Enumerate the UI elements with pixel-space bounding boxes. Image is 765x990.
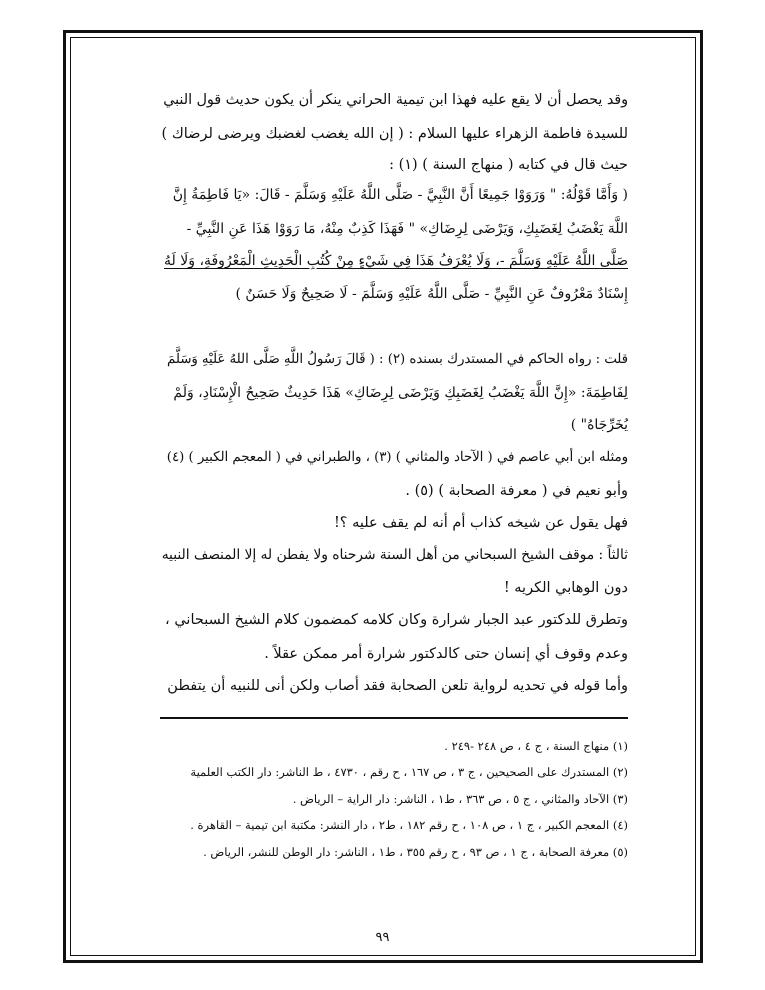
paragraph-line: وقد يحصل أن لا يقع عليه فهذا ابن تيمية الحراني ينكر أن يكون حديث قول النبي xyxy=(163,92,628,108)
footnote: (٥) معرفة الصحابة ، ج ١ ، ص ٩٣ ، ح رقم ٣٥٥ ، ط١ ، الناشر: دار الوطن للنشر، الرياض . xyxy=(203,845,628,859)
footnote: (٢) المستدرك على الصحيحين ، ج ٣ ، ص ١٦٧ ، ح رقم ، ٤٧٣٠ ، ط الناشر: دار الكتب العلمية xyxy=(190,765,628,779)
footnote: (١) منهاج السنة ، ج ٤ ، ص ٢٤٨ -٢٤٩ . xyxy=(444,739,628,753)
quote-line: إِسْنَادٌ مَعْرُوفٌ عَنِ النَّبِيِّ - صَلَّى اللَّهُ عَلَيْهِ وَسَلَّمَ - لَا صَحِيحٌ وَلَا حَسَنٌ ) xyxy=(235,286,628,302)
quote-line: لِفَاطِمَةَ: «إِنَّ اللَّهَ يَغْضَبُ لِغَضَبِكِ وَيَرْضَى لِرِضَاكِ» هَذَا حَدِيثٌ صَحِيحُ الْإِسْنَادِ، وَلَمْ xyxy=(173,385,628,401)
footnote: (٣) الآحاد والمثاني ، ج ٥ ، ص ٣٦٣ ، ط١ ، الناشر: دار الراية – الرياض . xyxy=(292,792,628,806)
footnote: (٤) المعجم الكبير ، ج ١ ، ص ١٠٨ ، ح رقم ١٨٢ ، ط٢ ، دار النشر: مكتبة ابن تيمية – القاهرة . xyxy=(190,818,628,832)
page-number: ٩٩ xyxy=(375,930,390,945)
paragraph-line: وأما قوله في تحديه لرواية تلعن الصحابة فقد أصاب ولكن أنى للنبيه أن يتفطن xyxy=(167,678,628,694)
paragraph-line: ومثله ابن أبي عاصم في ( الآحاد والمثاني ) (٣) ، والطبراني في ( المعجم الكبير ) (٤) xyxy=(166,450,628,465)
paragraph-line: ثالثاً : موقف الشيخ السبحاني من أهل السنة شرحناه ولا يفطن له إلا المنصف النبيه xyxy=(161,547,628,563)
quote-line: يُخَرِّجَاهُ" ) xyxy=(570,417,628,433)
paragraph-line: وتطرق للدكتور عبد الجبار شرارة وكان كلامه كمضمون كلام الشيخ السبحاني ، xyxy=(165,612,628,628)
paragraph-line: للسيدة فاطمة الزهراء عليها السلام : ( إن الله يغضب لغضبك ويرضى لرضاك ) xyxy=(161,126,628,142)
paragraph-line: فهل يقول عن شيخه كذاب أم أنه لم يقف عليه ؟! xyxy=(333,515,628,531)
paragraph-line: قلت : رواه الحاكم في المستدرك بسنده (٢) : ( قَالَ رَسُولُ اللَّهِ صَلَّى اللهُ عَلَيْهِ وَسَلَّمَ xyxy=(167,352,628,367)
quote-line: ( وَأَمَّا قَوْلُهُ: " وَرَوَوْا جَمِيعًا أَنَّ النَّبِيَّ - صَلَّى اللَّهُ عَلَيْهِ وَسَلَّمَ - قَالَ: «يَا فَاطِمَةُ إِنَّ xyxy=(172,187,628,203)
paragraph-line: وأبو نعيم في ( معرفة الصحابة ) (٥) . xyxy=(405,483,628,499)
quote-line: اللَّهَ يَغْضَبُ لِغَضَبِكِ، وَيَرْضَى لِرِضَاكِ» " فَهَذَا كَذِبٌ مِنْهُ، مَا رَوَوْا هَذَا عَنِ النَّبِيِّ - xyxy=(186,221,628,237)
paragraph-line: دون الوهابي الكريه ! xyxy=(503,580,628,596)
paragraph-line: وعدم وقوف أي إنسان حتى كالدكتور شرارة أمر ممكن عقلاً . xyxy=(264,646,628,662)
paragraph-line: حيث قال في كتابه ( منهاج السنة ) (١) : xyxy=(389,157,628,173)
footnote-separator xyxy=(160,717,628,719)
quote-line: صَلَّى اللَّهُ عَلَيْهِ وَسَلَّمَ -، وَلَا يُعْرَفُ هَذَا فِي شَيْءٍ مِنْ كُتُبِ الْحَدِيثِ الْمَعْرُوفَةِ، وَلَا لَهُ xyxy=(164,253,628,269)
